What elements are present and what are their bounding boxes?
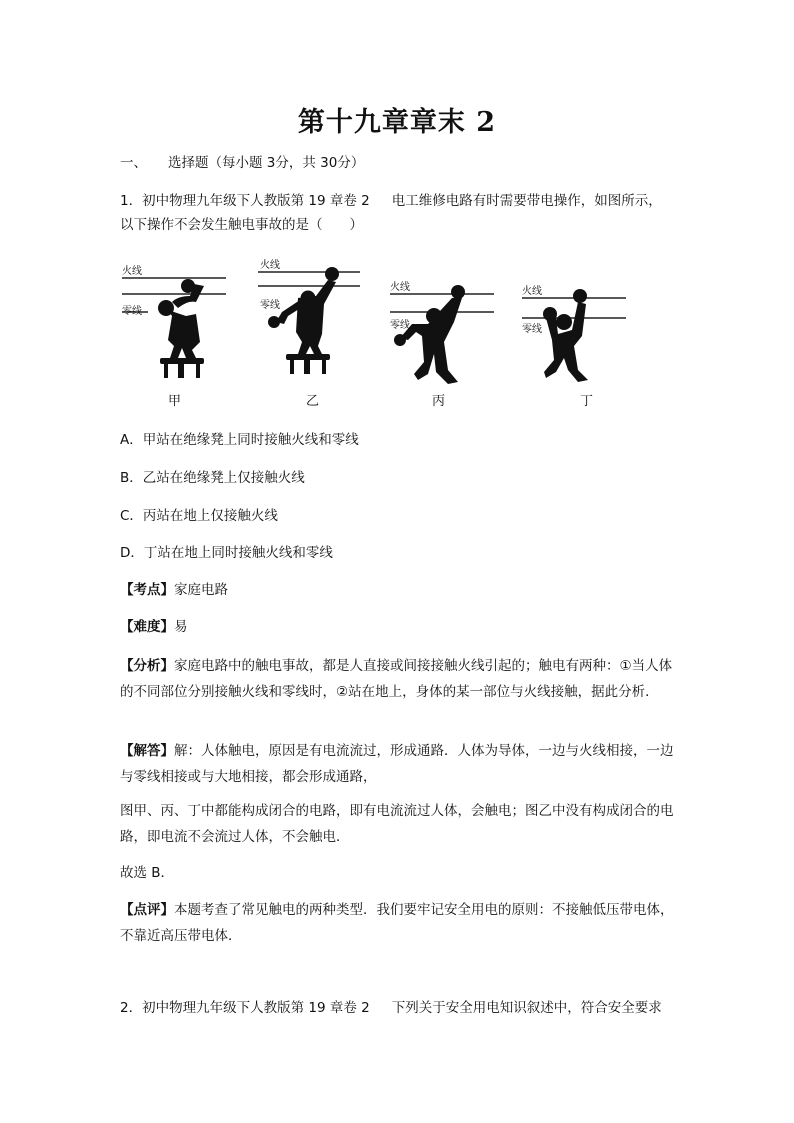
dianping-text: 本题考查了常见触电的两种类型．我们要牢记安全用电的原则：不接触低压带电体，不靠近高压带电体．: [120, 902, 674, 944]
page-title: 第十九章章末 2: [297, 107, 497, 138]
q1-option-c: C．丙站在地上仅接触火线: [120, 508, 278, 524]
dianping-tag: 【点评】: [120, 902, 174, 918]
nandu-tag: 【难度】: [120, 619, 174, 635]
q2-stem-text: 下列关于安全用电知识叙述中，符合安全要求: [391, 1000, 662, 1016]
q1-option-a: A．甲站在绝缘凳上同时接触火线和零线: [120, 432, 359, 448]
fenxi-tag: 【分析】: [120, 658, 174, 674]
fig-neutral-label-ding: 零线: [522, 324, 542, 335]
q1-stem-line1: [120, 188, 680, 214]
q1-option-b: B．乙站在绝缘凳上仅接触火线: [120, 470, 305, 486]
fig-label-bing: 丙: [432, 394, 446, 409]
kaodian-text: 家庭电路: [174, 582, 228, 598]
q1-kaodian: [120, 577, 680, 603]
fig-hot-label-ding: 火线: [522, 286, 542, 297]
fig-neutral-label-bing: 零线: [390, 320, 410, 331]
q1-stem-line2: 以下操作不会发生触电事故的是（ ）: [120, 217, 363, 233]
jieda-text: 解：人体触电，原因是有电流流过，形成通路．人体为导体，一边与火线相接，一边与零线相接或与大地相接，都会形成通路，: [120, 743, 674, 785]
q1-source: 1．初中物理九年级下人教版第 19 章卷 2: [120, 193, 370, 209]
fig-hot-label-yi: 火线: [260, 260, 280, 271]
fig-neutral-label-yi: 零线: [260, 300, 280, 311]
q2-stem: [120, 995, 680, 1021]
q1-nandu: [120, 614, 680, 640]
fig-hot-label-bing: 火线: [390, 282, 410, 293]
q1-stem-part1: 电工维修电路有时需要带电操作，如图所示，: [391, 193, 662, 209]
nandu-text: 易: [174, 619, 188, 635]
q1-dianping: [120, 897, 680, 949]
electrocution-figure-svg: [118, 250, 638, 420]
jieda-tag: 【解答】: [120, 743, 174, 759]
q1-jieda-continued: 图甲、丙、丁中都能构成闭合的电路，即有电流流过人体，会触电；图乙中没有构成闭合的电路，即电流不会流过人体，不会触电．: [120, 803, 674, 845]
fig-label-ding: 丁: [580, 394, 594, 409]
q1-fenxi: [120, 653, 680, 705]
fig-label-jia: 甲: [168, 394, 182, 409]
fenxi-text: 家庭电路中的触电事故，都是人直接或间接接触火线引起的；触电有两种：①当人体的不同部位分别接触火线和零线时，②站在地上，身体的某一部位与火线接触，据此分析．: [120, 658, 673, 700]
fig-hot-label-jia: 火线: [122, 266, 142, 277]
q1-option-d: D．丁站在地上同时接触火线和零线: [120, 545, 333, 561]
fig-label-yi: 乙: [306, 394, 320, 409]
q2-source: 2．初中物理九年级下人教版第 19 章卷 2: [120, 1000, 370, 1016]
q1-answer: 故选 B．: [120, 865, 175, 881]
q1-figure: [118, 250, 638, 420]
section-number: 一、: [120, 155, 147, 171]
section-text: 选择题（每小题 3分，共 30分）: [168, 155, 365, 171]
fig-neutral-label-jia: 零线: [122, 306, 142, 317]
kaodian-tag: 【考点】: [120, 582, 174, 598]
q1-jieda: [120, 738, 680, 790]
section-heading: [120, 150, 680, 176]
